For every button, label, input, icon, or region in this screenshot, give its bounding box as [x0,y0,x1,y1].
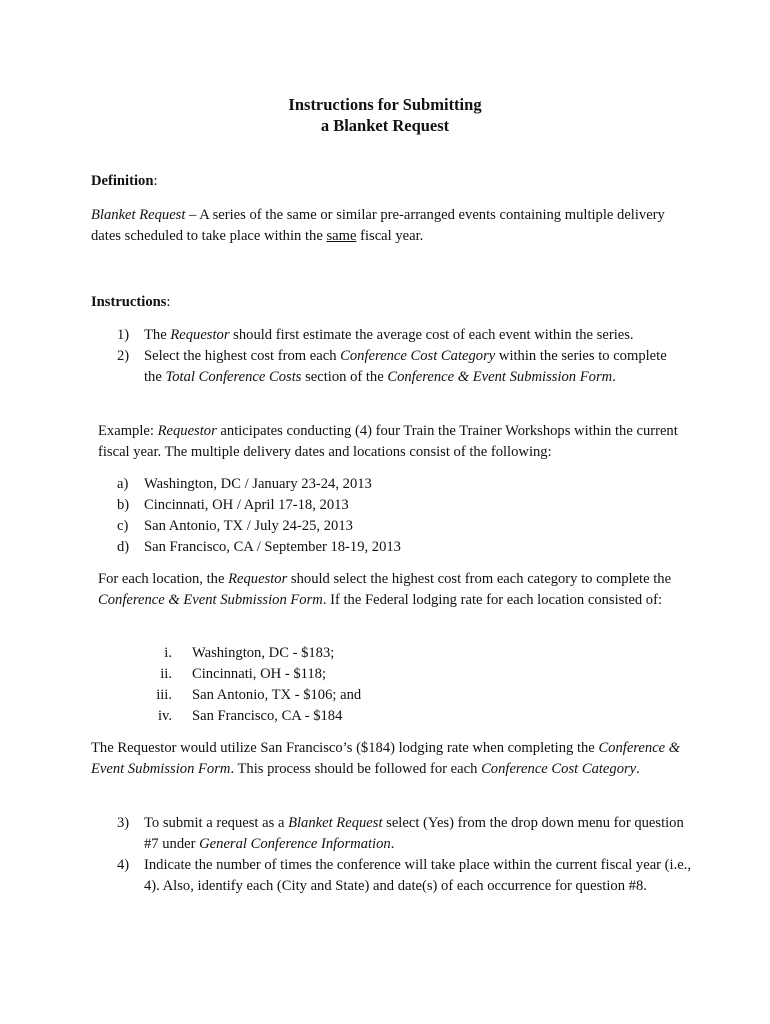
event-item [117,495,617,516]
utilize-paragraph [91,738,681,780]
step-text: select (Yes) from the drop down menu for question #7 under [144,815,684,852]
step-text: . [612,369,616,385]
document-title [0,94,770,136]
rate-marker: iii. [156,687,172,703]
event-text: San Antonio, TX / July 24-25, 2013 [144,518,353,534]
definition-text: – A series of the same or similar pre-arranged events containing multiple delivery dates scheduled to take place within the [91,207,665,244]
title-line-1: Instructions for Submitting [288,95,482,114]
lodging-rate-item [140,685,540,706]
event-marker: a) [117,476,129,492]
instructions-heading [91,292,170,313]
example-paragraph [98,421,678,463]
event-text: Cincinnati, OH / April 17-18, 2013 [144,497,349,513]
instructions-heading-text: Instructions [91,294,167,310]
definition-heading-text: Definition [91,173,154,189]
step-italic: Conference & Event Submission Form [387,369,613,385]
lodging-rate-item [140,706,540,727]
step-marker: 4) [117,857,130,873]
rate-text: San Antonio, TX - $106; and [192,687,362,703]
example-label: Example: [98,423,158,439]
rate-marker: ii. [160,666,172,682]
rate-marker: i. [164,645,172,661]
location-text: . If the Federal lodging rate for each location consisted of: [322,592,663,608]
example-italic: Requestor [157,423,217,439]
rate-text: San Francisco, CA - $184 [192,708,343,724]
step-text: Select the highest cost from each [144,348,341,364]
location-text: For each location, the [98,571,229,587]
utilize-italic: Conference & Event Submission Form [91,740,681,777]
location-italic: Conference & Event Submission Form [98,592,323,608]
rate-text: Washington, DC - $183; [192,645,335,661]
lodging-rates-list [140,643,540,727]
event-text: Washington, DC / January 23-24, 2013 [144,476,372,492]
definition-term: Blanket Request [91,207,186,223]
step-text: The [144,327,171,343]
event-marker: d) [117,539,130,555]
events-list [117,474,617,558]
step-italic: Conference Cost Category [340,348,496,364]
definition-heading [91,171,158,192]
rate-text: Cincinnati, OH - $118; [192,666,327,682]
steps-list-2 [117,813,692,897]
step-text: To submit a request as a [144,815,289,831]
event-marker: b) [117,497,130,513]
step-item-4 [117,855,692,897]
example-text: anticipates conducting (4) four Train the Trainer Workshops within the current fiscal year. The multiple delivery dates and locations consist of the following: [98,423,678,460]
step-item-1 [117,325,687,346]
utilize-italic: Conference Cost Category [481,761,637,777]
event-item [117,516,617,537]
step-text: . [390,836,395,852]
instructions-heading-colon: : [166,294,171,310]
step-text: within the series to complete the [144,348,667,385]
event-item [117,537,617,558]
steps-list-1 [117,325,687,388]
step-text: should first estimate the average cost of each event within the series. [229,327,634,343]
step-marker: 3) [117,815,130,831]
step-italic: Blanket Request [288,815,383,831]
definition-same-underlined: same [326,228,357,244]
step-text: Indicate the number of times the conference will take place within the current fiscal year (i.e., 4). Also, identify each (City and State) and date(s) of each occurrence for question #8. [144,857,692,894]
utilize-text: . This process should be followed for each [230,761,482,777]
title-line-2: a Blanket Request [320,116,450,135]
location-text: should select the highest cost from each category to complete the [287,571,672,587]
step-italic: Requestor [170,327,230,343]
step-marker: 2) [117,348,130,364]
rate-marker: iv. [157,708,172,724]
event-item [117,474,617,495]
each-location-paragraph [98,569,678,611]
step-marker: 1) [117,327,130,343]
event-text: San Francisco, CA / September 18-19, 2013 [144,539,401,555]
lodging-rate-item [140,643,540,664]
utilize-text: . [636,761,640,777]
event-marker: c) [117,518,129,534]
lodging-rate-item [140,664,540,685]
step-text: section of the [301,369,388,385]
step-item-3 [117,813,692,855]
definition-paragraph [91,205,691,247]
step-italic: Total Conference Costs [165,369,302,385]
definition-text-end: fiscal year. [356,228,424,244]
step-italic: General Conference Information [199,836,391,852]
step-item-2 [117,346,687,388]
location-italic: Requestor [228,571,288,587]
utilize-text: The Requestor would utilize San Francisco’s ($184) lodging rate when completing the [91,740,599,756]
definition-heading-colon: : [153,173,158,189]
